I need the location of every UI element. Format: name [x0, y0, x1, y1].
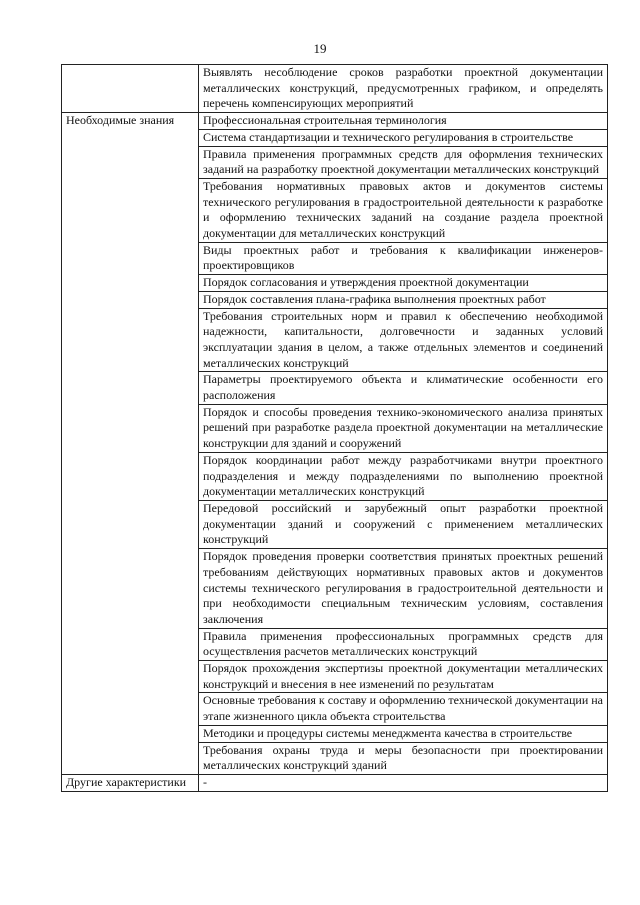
row-item: Основные требования к составу и оформлению технической документации на этапе жизненного цикла объекта строительства — [199, 693, 608, 725]
row-item: Требования охраны труда и меры безопасности при проектировании металлических конструкций зданий — [199, 742, 608, 774]
row-label — [62, 65, 199, 113]
table-body — [62, 65, 608, 792]
row-item: Передовой российский и зарубежный опыт разработки проектной документации зданий и сооружений с применением металлических конструкций — [199, 500, 608, 548]
row-item: Система стандартизации и технического регулирования в строительстве — [199, 129, 608, 146]
row-label: Необходимые знания — [62, 113, 199, 775]
row-item: Выявлять несоблюдение сроков разработки проектной документации металлических конструкций, предусмотренных графиком, и определять перечень компенсирующих мероприятий — [199, 65, 608, 113]
row-item: Виды проектных работ и требования к квалификации инженеров-проектировщиков — [199, 242, 608, 274]
qualification-table — [61, 64, 608, 792]
table-row — [62, 774, 608, 791]
row-item: Порядок проведения проверки соответствия принятых проектных решений требованиям действующих нормативных правовых актов и документов системы технического регулирования в градостроительной деятельности и при необходимости специальным техническим условиям, составления заключения — [199, 549, 608, 629]
row-item: Требования строительных норм и правил к обеспечению необходимой надежности, капитальности, долговечности и заданных условий эксплуатации здания в целом, а также отдельных элементов и соединений металлических конструкций — [199, 308, 608, 372]
row-item: Порядок составления плана-графика выполнения проектных работ — [199, 291, 608, 308]
row-item: Порядок координации работ между разработчиками внутри проектного подразделения и между подразделениями по выполнению проектной документации металлических конструкций — [199, 452, 608, 500]
row-item: Методики и процедуры системы менеджмента качества в строительстве — [199, 725, 608, 742]
row-item: Правила применения программных средств для оформления технических заданий на разработку проектной документации металлических конструкций — [199, 146, 608, 178]
table-row — [62, 65, 608, 113]
row-item: Порядок и способы проведения технико-экономического анализа принятых решений при разработке раздела проектной документации на металлические конструкции для зданий и сооружений — [199, 404, 608, 452]
row-item: Порядок согласования и утверждения проектной документации — [199, 275, 608, 292]
row-item: Правила применения профессиональных программных средств для осуществления расчетов металлических конструкций — [199, 628, 608, 660]
row-item: Порядок прохождения экспертизы проектной документации металлических конструкций и внесения в нее изменений по результатам — [199, 661, 608, 693]
row-item: Требования нормативных правовых актов и документов системы технического регулирования в градостроительной деятельности к разработке и оформлению технических заданий на создание раздела проектной документации для металлических конструкций — [199, 178, 608, 242]
row-label: Другие характеристики — [62, 774, 199, 791]
row-item: - — [199, 774, 608, 791]
row-item: Профессиональная строительная терминология — [199, 113, 608, 130]
page-number: 19 — [313, 41, 327, 56]
table-row — [62, 113, 608, 130]
row-item: Параметры проектируемого объекта и климатические особенности его расположения — [199, 372, 608, 404]
